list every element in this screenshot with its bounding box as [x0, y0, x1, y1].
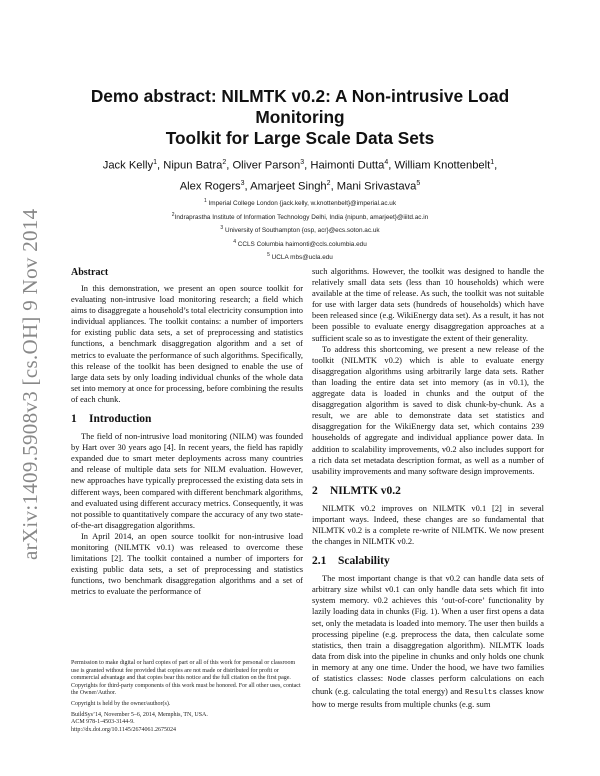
author-list	[60, 154, 540, 195]
author-line-2: Alex Rogers$^3$, Amarjeet Singh$^2$, Mani Srivastava$^5$	[179, 179, 421, 193]
affiliation-list	[60, 196, 540, 264]
paragraph	[312, 573, 544, 710]
paragraph: In April 2014, an open source toolkit for non-intrusive load monitoring (NILMTK v0.1) was released to overcome these limitations [2]. The toolkit contained a number of importers for existing public data sets, a set of preprocessing and statistics functions, two benchmark disaggregation algorithms and a set of metrics to evaluate the performance of	[71, 530, 303, 597]
author-affil-sup: 4	[384, 159, 389, 166]
copyright-line: Copyright is held by the owner/author(s).	[71, 700, 171, 707]
inline-code: Results	[464, 689, 497, 698]
acm-line: ACM 978-1-4503-3144-9.	[71, 719, 135, 726]
affiliation	[60, 237, 540, 251]
author-name: Alex Rogers	[179, 180, 241, 193]
section-heading-introduction	[71, 412, 303, 426]
text-run: classes know how to merge results from multiple chunks (e.g. sum	[312, 686, 544, 710]
affiliation-sup: 1	[203, 198, 207, 204]
author-affil-sup: 1	[153, 159, 158, 166]
affiliation-text: University of Southampton {osp, acr}@ecs.soton.ac.uk	[224, 227, 380, 235]
doi-line: http://dx.doi.org/10.1145/2674061.2675024	[71, 726, 177, 733]
paragraph: NILMTK v0.2 improves on NILMTK v0.1 [2] in several important ways. Indeed, these changes are so fundamental that NILMTK v0.2 is a complete re-write of NILMTK. We now present the changes in NILMTK v0.2.	[312, 502, 544, 547]
permission-notice: Permission to make digital or hard copies of part or all of this work for personal or classroom use is granted without fee provided that copies are not made or distributed for profit or commercial advantage and that copies bear this notice and the full citation on the first page. Copyrights for third-party components of this work must be honored. For all other uses, contact the Owner/Author.	[71, 660, 301, 697]
right-column	[312, 266, 544, 710]
abstract-text: In this demonstration, we present an open source toolkit for evaluating non-intrusive load monitoring research; a field which aims to disaggregate a household’s total electricity consumption into individual appliances. The toolkit contains: a number of importers for existing public data sets, a set of preprocessing and statistics functions, a benchmark disaggregation algorithm and a set of metrics to evaluate the performance of such algorithms. Specifically, this release of the toolkit has been designed to enable the use of large data sets by only loading individual chunks of the whole data set into memory at once for processing, before combining the results of each chunk.	[71, 283, 303, 404]
section-number: 1	[71, 413, 77, 426]
author-name: Oliver Parson	[232, 159, 301, 172]
text-run: The most important change is that v0.2 can handle data sets of arbitrary size whilst v0.1 can only handle data sets which fit into system memory. v0.2 achieves this ‘out-of-core’ functionality by lazily loading data in chunks (Fig. 1). When a user first opens a data set, only the metadata is loaded into memory. The user then builds a processing pipeline (e.g. preprocess the data, then calculate some statistics, then train a disaggregation algorithm). NILMTK loads data from disk into the pipeline in chunks and only holds one chunk in memory at any one time. Under the hood, we have two families of statistics classes:	[312, 573, 544, 683]
affiliation	[60, 250, 540, 264]
section-title: Scalability	[338, 555, 390, 568]
title-line-2: Toolkit for Large Scale Data Sets	[165, 128, 435, 148]
title-line-1: Demo abstract: NILMTK v0.2: A Non-intrusive Load Monitoring	[90, 86, 510, 127]
section-title: Introduction	[89, 413, 152, 426]
section-number: 2	[312, 484, 318, 497]
author-affil-sup: 3	[300, 159, 305, 166]
author-name: Jack Kelly	[102, 159, 154, 172]
venue-line: BuildSys’14, November 5–6, 2014, Memphis, TN, USA.	[71, 711, 208, 718]
affiliation-text: Imperial College London {jack.kelly, w.knottenbelt}@imperial.ac.uk	[208, 200, 397, 208]
author-affil-sup: 2	[222, 159, 227, 166]
author-line-1: Jack Kelly$^1$, Nipun Batra$^2$, Oliver Parson$^3$, Haimonti Dutta$^4$, William Knottenbelt$^1$,	[102, 159, 498, 172]
section-heading-nilmtk	[312, 484, 544, 498]
affiliation-text: Indraprastha Institute of Information Technology Delhi, India {nipunb, amarjeet}@iiitd.ac.in	[174, 213, 429, 221]
paragraph: The field of non-intrusive load monitoring (NILM) was founded by Hart over 30 years ago [4]. In recent years, the field has rapidly expanded due to smart meter deployments across many countries and release of multiple data sets for NILM evaluation. However, new approaches have typically preprocessed the existing data sets in different ways, been compared with different benchmark algorithms, and evaluated using different accuracy metrics. Consequently, it was not possible to quantitatively compare the accuracy of any two state-of-the-art disaggregation algorithms.	[71, 431, 303, 530]
affiliation	[60, 210, 540, 224]
affiliation	[60, 196, 540, 210]
affiliation-text: CCLS Columbia haimonti@ccls.columbia.edu	[237, 240, 367, 248]
affiliation-sup: 4	[233, 238, 236, 245]
copyright-footnote	[71, 660, 303, 734]
section-number: 2.1	[312, 555, 327, 568]
author-name: Mani Srivastava	[336, 180, 417, 193]
affiliation	[60, 223, 540, 237]
author-name: Nipun Batra	[163, 159, 223, 172]
arxiv-stamp: arXiv:1409.5908v3 [cs.OH] 9 Nov 2014	[18, 208, 42, 560]
affiliation-text: UCLA mbs@ucla.edu	[271, 254, 333, 262]
author-affil-sup: 2	[326, 179, 331, 187]
paragraph: To address this shortcoming, we present a new release of the toolkit (NILMTK v0.2) which is able to evaluate energy disaggregation algorithms using arbitrarily large data sets. Rather than loading the entire data set into memory (as in v0.1), the aggregate data is loaded in chunks and the output of the disaggregation algorithm is saved to disk chunk-by-chunk. As a result, we are able to demonstrate data set statistics and disaggregation for the WikiEnergy data set, which contains 239 households of aggregate and individual appliance power data. In addition to scalability improvements, v0.2 also includes support for a rich data set metadata description format, as well as a number of usability improvements and many software design improvements.	[312, 343, 544, 476]
paper-title	[60, 86, 540, 149]
author-name: William Knottenbelt	[394, 159, 491, 172]
section-heading-scalability	[312, 554, 544, 568]
affiliation-sup: 5	[267, 252, 270, 259]
section-title: NILMTK v0.2	[330, 484, 401, 497]
author-affil-sup: 1	[490, 159, 495, 166]
paragraph: such algorithms. However, the toolkit was designed to handle the relatively small data sets (less than 10 households) which were available at the time of release. As such, the toolkit was not suitable for use with larger data sets (hundreds of households) which have been released since (e.g. WikiEnergy data set). As a result, it has not been possible to evaluate energy disaggregation approaches at a sufficient scale so as to investigate the extent of their generality.	[312, 266, 544, 343]
author-name: Amarjeet Singh	[250, 180, 327, 193]
author-name: Haimonti Dutta	[310, 159, 385, 172]
text-run: classes perform calculations on each chunk (e.g. calculating the total energy) and	[312, 673, 544, 697]
author-affil-sup: 3	[240, 179, 245, 187]
abstract-heading: Abstract	[71, 267, 109, 278]
affiliation-sup: 2	[171, 211, 175, 218]
author-affil-sup: 5	[416, 179, 421, 187]
affiliation-sup: 3	[220, 225, 224, 232]
inline-code: Node	[387, 676, 407, 684]
left-column	[71, 266, 303, 597]
